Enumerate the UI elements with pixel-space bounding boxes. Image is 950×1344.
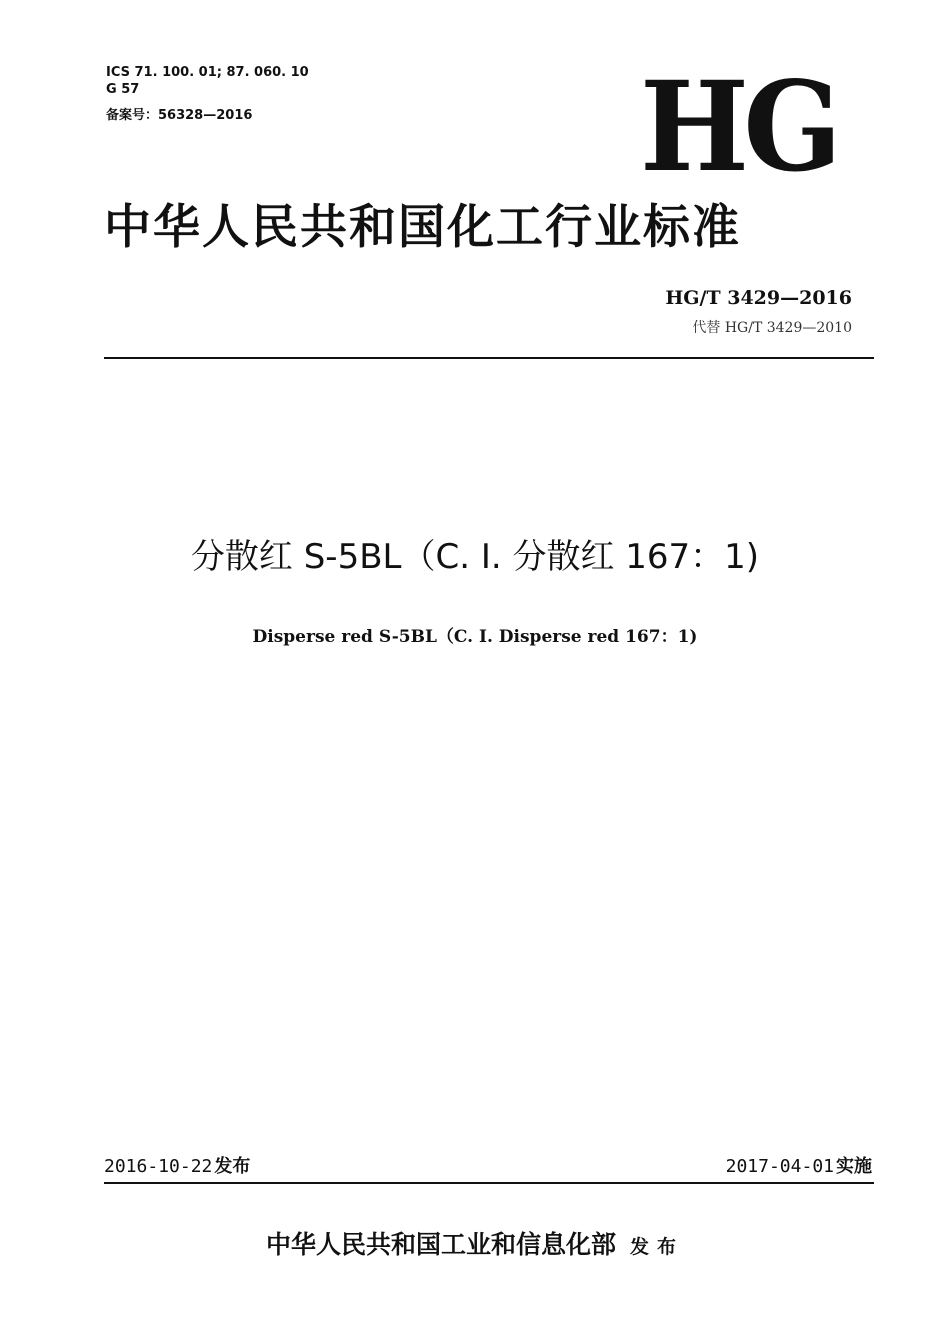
document-title-cn: 分散红 S-5BL（C. I. 分散红 167：1) [190,537,760,577]
standard-number: HG/T 3429—2016 [665,287,852,309]
issue-date: 2016-10-22 [104,1156,213,1177]
issue-date-block [104,1155,250,1179]
bottom-divider [104,1182,874,1184]
replaces-standard: 代替 HG/T 3429—2010 [692,320,852,336]
publisher-line [0,1228,950,1264]
document-title-en: Disperse red S-5BL（C. I. Disperse red 167：1) [252,627,698,647]
classification-code: G 57 [106,82,140,97]
publish-action: 发布 [630,1236,685,1258]
publisher-name: 中华人民共和国工业和信息化部 [265,1230,616,1259]
record-number: 备案号：56328—2016 [106,108,253,123]
effective-date: 2017-04-01 [725,1156,834,1177]
ics-code: ICS 71. 100. 01; 87. 060. 10 [106,65,309,80]
issue-label: 发布 [214,1156,251,1177]
effective-label: 实施 [836,1156,872,1177]
hg-logo: HG [640,55,837,200]
top-divider [104,357,874,359]
standard-category-title: 中华人民共和国化工行业标准 [104,200,741,255]
effective-date-block [726,1155,872,1179]
